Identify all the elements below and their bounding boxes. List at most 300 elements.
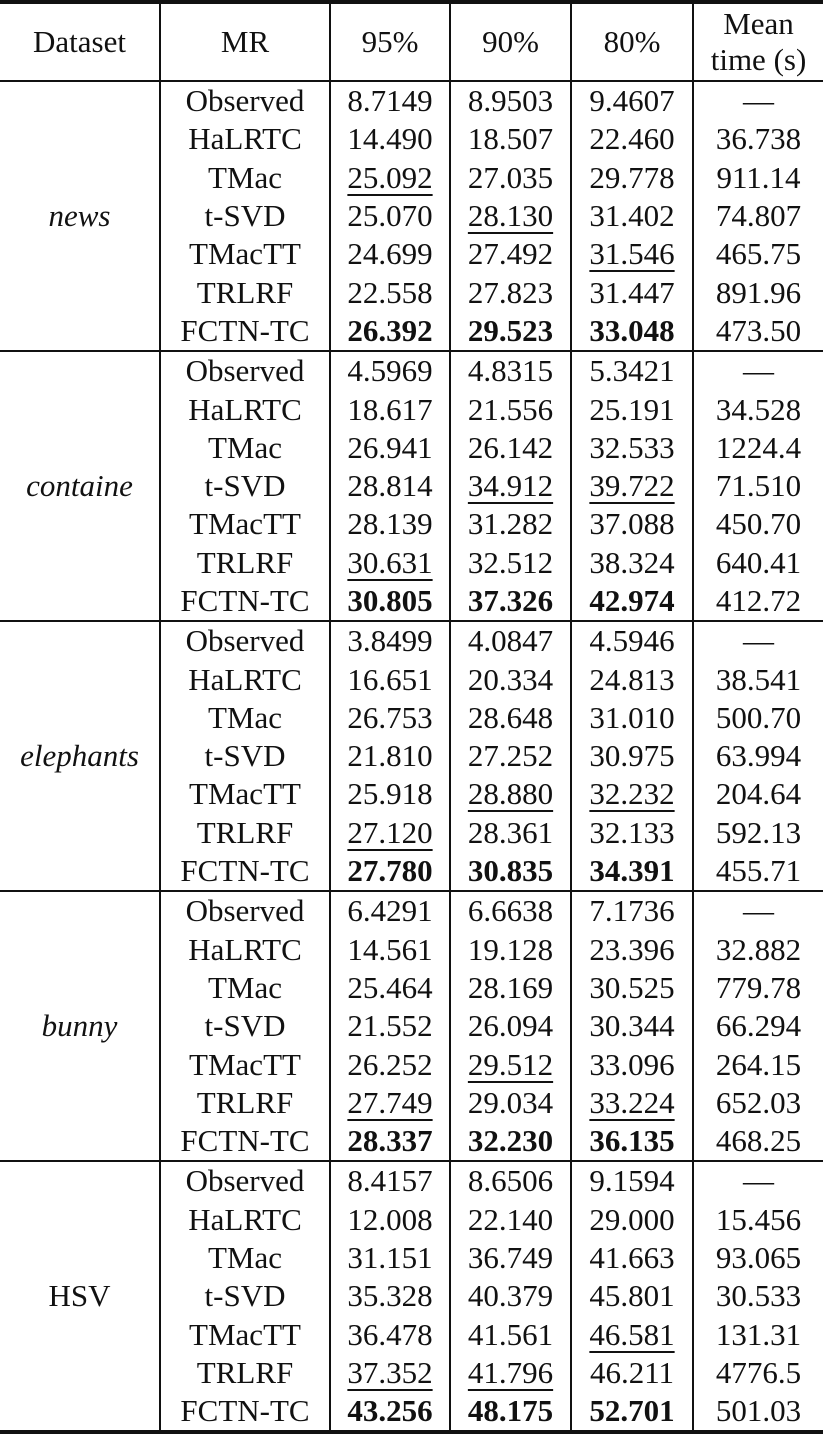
table-cell [330, 1045, 450, 1083]
table-cell [330, 351, 450, 390]
psnr-value-90: 29.512 [467, 1046, 554, 1082]
table-cell [571, 1122, 693, 1161]
table-cell [330, 159, 450, 197]
table-cell [450, 159, 571, 197]
psnr-value-80: 30.525 [589, 969, 675, 1005]
table-cell [693, 1045, 823, 1083]
psnr-value-80: 4.5946 [589, 623, 675, 659]
psnr-value-90: 32.512 [467, 544, 554, 580]
mean-time-value: 501.03 [715, 1393, 802, 1429]
table-cell [571, 81, 693, 120]
psnr-value-95: 16.651 [347, 661, 433, 697]
psnr-value-80: 39.722 [589, 468, 675, 504]
table-cell [693, 891, 823, 930]
method-name: Observed [160, 1161, 330, 1200]
mean-time-value: 30.533 [715, 1278, 802, 1314]
mean-time-value: 63.994 [715, 738, 802, 774]
table-cell [571, 273, 693, 311]
table-cell [693, 1239, 823, 1277]
table-cell [693, 1122, 823, 1161]
psnr-value-80: 7.1736 [589, 893, 675, 929]
psnr-value-95: 22.558 [347, 274, 433, 310]
psnr-value-90: 8.6506 [467, 1163, 554, 1199]
table-cell [330, 814, 450, 852]
table-cell [571, 1201, 693, 1239]
table-cell [693, 273, 823, 311]
psnr-value-80: 9.1594 [589, 1163, 675, 1199]
psnr-value-90: 20.334 [467, 661, 554, 697]
psnr-value-95: 21.810 [347, 738, 433, 774]
table-header [0, 2, 823, 81]
method-name: TMac [160, 699, 330, 737]
dataset-group-elephants [0, 621, 823, 891]
psnr-value-95: 28.337 [347, 1123, 433, 1159]
table-cell [693, 312, 823, 351]
table-cell [693, 1161, 823, 1200]
method-name: HaLRTC [160, 660, 330, 698]
method-name: TMacTT [160, 1316, 330, 1354]
table-cell [571, 582, 693, 621]
method-name: Observed [160, 81, 330, 120]
psnr-value-80: 31.546 [589, 236, 675, 272]
method-name: FCTN-TC [160, 582, 330, 621]
psnr-value-80: 33.048 [589, 312, 675, 348]
table-cell [571, 699, 693, 737]
mean-time-value: 15.456 [715, 1201, 802, 1237]
mean-time-value: — [743, 83, 774, 119]
psnr-value-80: 37.088 [589, 506, 675, 542]
table-cell [450, 1084, 571, 1122]
table-cell [571, 660, 693, 698]
table-cell [693, 1277, 823, 1315]
table-cell [450, 737, 571, 775]
table-cell [571, 775, 693, 813]
psnr-value-90: 4.0847 [467, 623, 554, 659]
psnr-value-90: 28.130 [467, 198, 554, 234]
psnr-value-80: 29.778 [589, 159, 675, 195]
table-cell [330, 1084, 450, 1122]
method-name: FCTN-TC [160, 312, 330, 351]
psnr-value-80: 46.211 [589, 1354, 675, 1390]
table-cell [450, 1122, 571, 1161]
table-cell [571, 621, 693, 660]
table-cell [450, 1007, 571, 1045]
table-cell [571, 505, 693, 543]
mean-time-value: 779.78 [715, 969, 802, 1005]
table-cell [693, 1354, 823, 1392]
method-name: HaLRTC [160, 931, 330, 969]
mean-time-value: 652.03 [715, 1084, 802, 1120]
table-cell [330, 660, 450, 698]
table-cell [330, 621, 450, 660]
psnr-value-80: 9.4607 [589, 83, 675, 119]
table-cell [330, 235, 450, 273]
mean-time-value: 34.528 [715, 391, 802, 427]
mean-time-value: 468.25 [715, 1123, 802, 1159]
table-cell [571, 1354, 693, 1392]
header-mean-line1: Mean [723, 6, 794, 41]
table-cell [693, 351, 823, 390]
psnr-value-90: 48.175 [467, 1393, 554, 1429]
psnr-value-95: 43.256 [347, 1393, 433, 1429]
psnr-value-80: 33.224 [589, 1084, 675, 1120]
table-cell [330, 891, 450, 930]
table-row [0, 1161, 823, 1200]
method-name: HaLRTC [160, 390, 330, 428]
method-name: TMac [160, 159, 330, 197]
psnr-value-90: 21.556 [467, 391, 554, 427]
table-cell [571, 235, 693, 273]
psnr-value-90: 22.140 [467, 1201, 554, 1237]
table-cell [693, 1084, 823, 1122]
table-cell [571, 852, 693, 891]
psnr-value-90: 41.796 [467, 1354, 554, 1390]
table-cell [450, 505, 571, 543]
header-dataset: Dataset [33, 24, 126, 59]
table-cell [693, 544, 823, 582]
table-cell [330, 505, 450, 543]
method-name: TMacTT [160, 775, 330, 813]
psnr-value-80: 31.010 [589, 699, 675, 735]
psnr-value-95: 36.478 [347, 1316, 433, 1352]
psnr-value-90: 27.252 [467, 738, 554, 774]
psnr-value-95: 21.552 [347, 1008, 433, 1044]
header-mean-time [693, 2, 823, 81]
table-cell [330, 969, 450, 1007]
table-cell [450, 699, 571, 737]
table-cell [450, 544, 571, 582]
mean-time-value: 74.807 [715, 198, 802, 234]
psnr-value-95: 26.941 [347, 429, 433, 465]
table-cell [450, 621, 571, 660]
psnr-value-80: 24.813 [589, 661, 675, 697]
table-cell [571, 159, 693, 197]
table-cell [693, 197, 823, 235]
psnr-value-95: 27.120 [347, 814, 433, 850]
mean-time-value: 640.41 [715, 544, 802, 580]
mean-time-value: — [743, 893, 774, 929]
table-cell [330, 1122, 450, 1161]
table-cell [450, 660, 571, 698]
table-cell [450, 1354, 571, 1392]
table-cell [450, 582, 571, 621]
mean-time-value: 455.71 [715, 853, 802, 889]
table-cell [330, 699, 450, 737]
table-cell [330, 737, 450, 775]
psnr-value-90: 28.648 [467, 699, 554, 735]
psnr-value-95: 18.617 [347, 391, 433, 427]
psnr-value-95: 31.151 [347, 1240, 433, 1276]
mean-time-value: — [743, 353, 774, 389]
psnr-value-80: 41.663 [589, 1240, 675, 1276]
psnr-value-95: 26.753 [347, 699, 433, 735]
psnr-value-80: 22.460 [589, 121, 675, 157]
psnr-value-80: 36.135 [589, 1123, 675, 1159]
psnr-value-80: 33.096 [589, 1046, 675, 1082]
mean-time-value: — [743, 623, 774, 659]
table-cell [571, 969, 693, 1007]
psnr-value-90: 8.9503 [467, 83, 554, 119]
header-row [0, 2, 823, 81]
table-cell [330, 1354, 450, 1392]
method-name: TRLRF [160, 1084, 330, 1122]
header-90: 90% [450, 2, 571, 81]
table-cell [330, 852, 450, 891]
method-name: TMac [160, 1239, 330, 1277]
method-name: t-SVD [160, 197, 330, 235]
psnr-value-90: 37.326 [467, 583, 554, 618]
mean-time-value: 412.72 [715, 583, 802, 618]
table-cell [450, 197, 571, 235]
psnr-value-80: 38.324 [589, 544, 675, 580]
table-cell [450, 852, 571, 891]
table-cell [571, 1045, 693, 1083]
psnr-value-95: 12.008 [347, 1201, 433, 1237]
method-name: FCTN-TC [160, 852, 330, 891]
table-cell [693, 814, 823, 852]
psnr-value-90: 6.6638 [467, 893, 554, 929]
psnr-value-95: 3.8499 [347, 623, 433, 659]
psnr-value-90: 28.361 [467, 814, 554, 850]
table-cell [693, 660, 823, 698]
header-mr: MR [160, 2, 330, 81]
table-cell [571, 1239, 693, 1277]
table-cell [693, 120, 823, 158]
table-cell [330, 312, 450, 351]
method-name: HaLRTC [160, 120, 330, 158]
psnr-value-95: 35.328 [347, 1278, 433, 1314]
table-cell [450, 273, 571, 311]
table-cell [693, 235, 823, 273]
method-name: Observed [160, 621, 330, 660]
psnr-value-95: 30.805 [347, 583, 433, 618]
psnr-value-95: 37.352 [347, 1354, 433, 1390]
table-cell [571, 1084, 693, 1122]
table-cell [330, 273, 450, 311]
table-cell [571, 312, 693, 351]
table-cell [571, 467, 693, 505]
psnr-value-80: 45.801 [589, 1278, 675, 1314]
header-80: 80% [571, 2, 693, 81]
dataset-name: bunny [41, 1008, 118, 1044]
psnr-value-90: 32.230 [467, 1123, 554, 1159]
mean-time-value: 32.882 [715, 931, 802, 967]
table-cell [571, 1277, 693, 1315]
dataset-group-bunny [0, 891, 823, 1161]
psnr-value-80: 23.396 [589, 931, 675, 967]
psnr-value-95: 8.7149 [347, 83, 433, 119]
psnr-value-80: 46.581 [589, 1316, 675, 1352]
table-cell [693, 775, 823, 813]
table-cell [450, 1239, 571, 1277]
table-cell [571, 1392, 693, 1432]
table-cell [450, 390, 571, 428]
psnr-value-80: 25.191 [589, 391, 675, 427]
psnr-value-90: 30.835 [467, 853, 554, 889]
method-name: FCTN-TC [160, 1122, 330, 1161]
psnr-value-80: 32.533 [589, 429, 675, 465]
table-cell [450, 1392, 571, 1432]
dataset-name: HSV [48, 1278, 111, 1314]
table-cell [571, 390, 693, 428]
psnr-value-90: 29.034 [467, 1084, 554, 1120]
table-cell [450, 1161, 571, 1200]
table-cell [450, 81, 571, 120]
mean-time-value: 131.31 [715, 1316, 802, 1352]
table-cell [571, 429, 693, 467]
psnr-value-80: 32.232 [589, 776, 675, 812]
method-name: HaLRTC [160, 1201, 330, 1239]
table-cell [330, 1161, 450, 1200]
psnr-value-90: 26.094 [467, 1008, 554, 1044]
table-cell [450, 775, 571, 813]
psnr-value-80: 5.3421 [589, 353, 675, 389]
table-cell [693, 429, 823, 467]
mean-time-value: 36.738 [715, 121, 802, 157]
table-cell [693, 931, 823, 969]
dataset-group-news [0, 81, 823, 351]
table-cell [330, 775, 450, 813]
mean-time-value: 1224.4 [715, 429, 802, 465]
method-name: t-SVD [160, 467, 330, 505]
psnr-value-90: 34.912 [467, 468, 554, 504]
table-cell [693, 159, 823, 197]
table-row [0, 621, 823, 660]
table-row [0, 891, 823, 930]
psnr-value-95: 6.4291 [347, 893, 433, 929]
table-cell [693, 81, 823, 120]
psnr-value-95: 25.070 [347, 198, 433, 234]
table-cell [330, 1201, 450, 1239]
psnr-value-90: 26.142 [467, 429, 554, 465]
psnr-value-95: 14.561 [347, 931, 433, 967]
psnr-value-90: 31.282 [467, 506, 554, 542]
table-cell [450, 891, 571, 930]
table-cell [330, 429, 450, 467]
table-cell [571, 197, 693, 235]
psnr-value-95: 25.092 [347, 159, 433, 195]
table-cell [693, 699, 823, 737]
psnr-value-90: 41.561 [467, 1316, 554, 1352]
table-cell [571, 1007, 693, 1045]
psnr-value-95: 26.392 [347, 312, 433, 348]
mean-time-value: 500.70 [715, 699, 802, 735]
method-name: Observed [160, 891, 330, 930]
table-cell [450, 1201, 571, 1239]
table-row [0, 81, 823, 120]
table-cell [330, 81, 450, 120]
psnr-value-95: 28.139 [347, 506, 433, 542]
method-name: TMac [160, 429, 330, 467]
psnr-value-90: 28.880 [467, 776, 554, 812]
mean-time-value: 911.14 [716, 159, 801, 195]
table-cell [693, 505, 823, 543]
psnr-value-90: 28.169 [467, 969, 554, 1005]
table-cell [571, 1161, 693, 1200]
psnr-value-95: 4.5969 [347, 353, 433, 389]
psnr-value-90: 18.507 [467, 121, 554, 157]
mean-time-value: 66.294 [715, 1008, 802, 1044]
psnr-value-90: 36.749 [467, 1240, 554, 1276]
table-cell [693, 852, 823, 891]
mean-time-value: 71.510 [715, 468, 802, 504]
table-cell [450, 235, 571, 273]
method-name: t-SVD [160, 1277, 330, 1315]
psnr-value-95: 27.749 [347, 1084, 433, 1120]
table-cell [450, 467, 571, 505]
table-cell [693, 1007, 823, 1045]
method-name: TRLRF [160, 544, 330, 582]
table-cell [450, 1277, 571, 1315]
table-cell [330, 544, 450, 582]
psnr-value-95: 27.780 [347, 853, 433, 889]
table-cell [330, 1392, 450, 1432]
psnr-value-80: 34.391 [589, 853, 675, 889]
psnr-value-80: 32.133 [589, 814, 675, 850]
mean-time-value: 204.64 [715, 776, 802, 812]
table-cell [693, 467, 823, 505]
mean-time-value: 38.541 [715, 661, 802, 697]
table-cell [330, 582, 450, 621]
table-cell [330, 1277, 450, 1315]
table-row [0, 351, 823, 390]
table-cell [450, 1316, 571, 1354]
dataset-name: elephants [20, 738, 139, 774]
table-cell [571, 814, 693, 852]
psnr-value-90: 27.035 [467, 159, 554, 195]
method-name: TRLRF [160, 1354, 330, 1392]
table-cell [571, 120, 693, 158]
table-cell [330, 390, 450, 428]
header-95: 95% [330, 2, 450, 81]
table-cell [450, 120, 571, 158]
table-cell [693, 969, 823, 1007]
table-cell [450, 814, 571, 852]
dataset-group-hsv [0, 1161, 823, 1432]
dataset-name: news [48, 198, 111, 234]
psnr-value-95: 25.918 [347, 776, 433, 812]
header-mean-line2: time (s) [710, 42, 807, 77]
table-cell [330, 1239, 450, 1277]
mean-time-value: 4776.5 [715, 1354, 802, 1390]
method-name: TMac [160, 969, 330, 1007]
table-cell [571, 351, 693, 390]
mean-time-value: 450.70 [715, 506, 802, 542]
psnr-value-95: 28.814 [347, 468, 433, 504]
table-cell [330, 1316, 450, 1354]
table-cell [693, 621, 823, 660]
table-cell [571, 891, 693, 930]
method-name: TMacTT [160, 235, 330, 273]
method-name: TMacTT [160, 1045, 330, 1083]
table-cell [450, 931, 571, 969]
method-name: TRLRF [160, 273, 330, 311]
table-cell [450, 1045, 571, 1083]
method-name: t-SVD [160, 1007, 330, 1045]
table-cell [330, 120, 450, 158]
method-name: t-SVD [160, 737, 330, 775]
table-cell [330, 467, 450, 505]
psnr-value-90: 40.379 [467, 1278, 554, 1314]
table-cell [571, 1316, 693, 1354]
psnr-value-90: 27.823 [467, 274, 554, 310]
psnr-value-80: 30.975 [589, 738, 675, 774]
table-cell [693, 1316, 823, 1354]
table-cell [571, 931, 693, 969]
psnr-value-90: 19.128 [467, 931, 554, 967]
table-cell [450, 429, 571, 467]
mean-time-value: 891.96 [715, 274, 802, 310]
